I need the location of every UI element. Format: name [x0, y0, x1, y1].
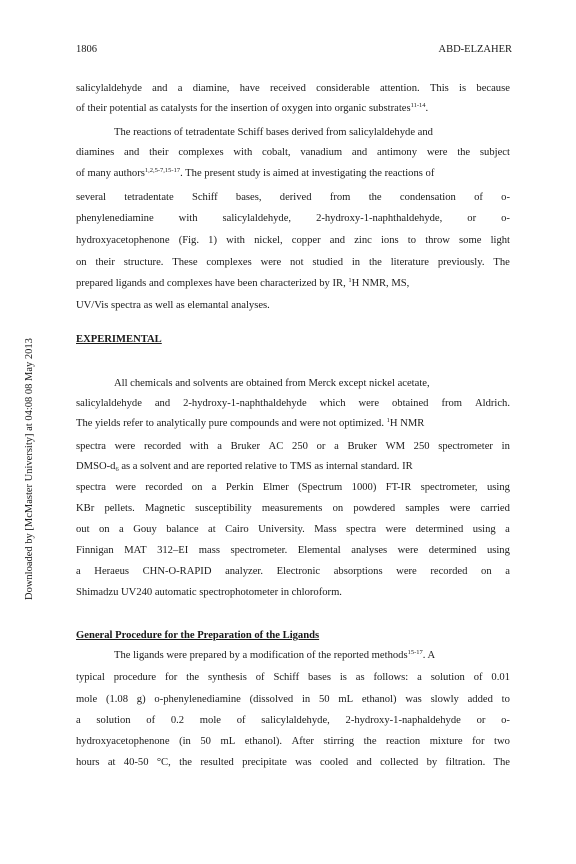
word: copper — [291, 235, 321, 246]
word: ions — [380, 235, 399, 246]
citation-superscript: 1 — [348, 277, 352, 284]
word: CHN-O-RAPID — [142, 566, 212, 577]
word: Gouy — [133, 524, 157, 535]
text-line — [76, 503, 510, 514]
word: These — [172, 257, 198, 268]
word: 2-hydroxy-1-naphthaldehyde, — [316, 213, 443, 224]
word: solution — [96, 715, 131, 726]
text-line — [76, 398, 510, 409]
word: using — [472, 524, 496, 535]
text-line — [76, 694, 510, 705]
section-heading — [76, 630, 319, 641]
word: a — [119, 524, 124, 535]
word: (dissolved — [249, 694, 294, 705]
word: spectra — [76, 441, 106, 452]
word: structure. — [123, 257, 164, 268]
word: were — [358, 398, 380, 409]
line-text-continued: as a solvent and are reported relative to TMS as internal standard. IR — [118, 461, 413, 472]
word: salicylaldehyde — [76, 83, 142, 94]
word: mass — [198, 545, 220, 556]
word: for — [472, 736, 485, 747]
running-author: ABD-ELZAHER — [438, 44, 512, 55]
word: KBr — [76, 503, 95, 514]
word: salicylaldehyde — [76, 398, 142, 409]
word: of — [236, 715, 246, 726]
text-line — [76, 192, 510, 203]
word: 50 — [318, 694, 330, 705]
word: from — [329, 192, 351, 203]
word: reaction — [386, 736, 421, 747]
word: derived — [279, 192, 312, 203]
text-line — [76, 168, 434, 179]
text-line — [76, 757, 510, 768]
word: on — [332, 503, 344, 514]
word: The — [493, 757, 510, 768]
word: Cairo — [225, 524, 249, 535]
word: attention. — [379, 83, 420, 94]
word: ethanol) — [361, 694, 397, 705]
word: to — [407, 235, 417, 246]
word: the — [179, 757, 193, 768]
word: light — [490, 235, 510, 246]
word: were — [260, 257, 282, 268]
word: Bruker — [230, 441, 260, 452]
word: subject — [479, 147, 510, 158]
text-line — [76, 672, 510, 683]
word: cobalt, — [262, 147, 291, 158]
word: the — [368, 257, 382, 268]
word: o- — [501, 715, 510, 726]
word: of — [474, 192, 483, 203]
word: or — [316, 441, 326, 452]
word: (Spectrum — [298, 482, 343, 493]
word: is — [459, 83, 467, 94]
word: University. — [258, 524, 305, 535]
word: zinc — [354, 235, 372, 246]
word: synthesis — [208, 672, 247, 683]
word: were — [449, 503, 471, 514]
word: (1.08 — [105, 694, 129, 705]
subscript: 6 — [115, 466, 119, 473]
word: 40-50 — [123, 757, 149, 768]
word: Finnigan — [76, 545, 114, 556]
word: a — [177, 83, 183, 94]
word: or — [467, 213, 477, 224]
word: cooled — [319, 757, 349, 768]
text-line — [76, 257, 510, 268]
word: were — [397, 545, 419, 556]
word: to — [501, 694, 510, 705]
text-line — [76, 300, 270, 311]
word: FT-IR — [385, 482, 412, 493]
word: follows: — [373, 672, 409, 683]
word: collected — [380, 757, 419, 768]
line-text-continued: H NMR — [389, 418, 425, 429]
word: Schiff — [273, 672, 300, 683]
word: and — [351, 147, 368, 158]
word: Heraeus — [94, 566, 130, 577]
word: tetradentate — [124, 192, 174, 203]
word: have — [239, 83, 260, 94]
citation-superscript: 11-14 — [410, 102, 426, 109]
word: on — [191, 482, 203, 493]
word: nickel, — [254, 235, 283, 246]
word: Elemental — [297, 545, 341, 556]
word: samples — [405, 503, 440, 514]
word: were — [426, 147, 448, 158]
word: After — [291, 736, 314, 747]
word: because — [476, 83, 510, 94]
word: the — [363, 736, 377, 747]
word: with — [226, 235, 245, 246]
word: complexes — [206, 257, 252, 268]
word: with — [178, 213, 198, 224]
word: literature — [390, 257, 429, 268]
word: a — [417, 672, 422, 683]
word: is — [339, 672, 347, 683]
word: as — [355, 672, 365, 683]
word: mL — [338, 694, 354, 705]
word: 2-hydroxy-1-naphthaldehyde — [183, 398, 307, 409]
word: ethanol). — [244, 736, 283, 747]
word: 50 — [200, 736, 211, 747]
text-line — [76, 103, 428, 114]
word: balance — [166, 524, 199, 535]
word: of — [255, 672, 265, 683]
word: analyses — [351, 545, 388, 556]
word: analyzer. — [225, 566, 263, 577]
word: at — [208, 524, 216, 535]
word: was — [295, 757, 312, 768]
word: from — [441, 398, 463, 409]
word: o- — [501, 192, 510, 203]
word: diamines — [76, 147, 115, 158]
text-line — [76, 461, 413, 472]
section-heading — [76, 334, 162, 345]
word: precipitate — [242, 757, 287, 768]
line-text-continued: H NMR, MS, — [351, 278, 410, 289]
word: filtration. — [445, 757, 486, 768]
word: 312–EI — [157, 545, 189, 556]
word: determined — [415, 524, 464, 535]
word: of — [473, 672, 483, 683]
word: obtained — [392, 398, 429, 409]
citation-superscript: 1 — [386, 417, 390, 424]
text-line — [76, 147, 510, 158]
word: a — [505, 566, 510, 577]
word: Bruker — [347, 441, 377, 452]
text-line — [114, 650, 435, 661]
word: powdered — [353, 503, 396, 514]
word: mixture — [429, 736, 463, 747]
word: condensation — [399, 192, 456, 203]
word: WM — [385, 441, 405, 452]
word: Perkin — [225, 482, 254, 493]
line-text: DMSO-d — [76, 461, 116, 472]
word: not — [290, 257, 304, 268]
word: slowly — [430, 694, 459, 705]
word: a — [76, 566, 81, 577]
word: a — [76, 715, 81, 726]
citation-superscript: 1,2,5-7,15-17 — [144, 167, 181, 174]
word: a — [505, 524, 510, 535]
word: a — [211, 482, 217, 493]
word: and — [356, 757, 372, 768]
word: were — [385, 524, 407, 535]
word: g) — [136, 694, 146, 705]
word: by — [426, 757, 438, 768]
word: Mass — [314, 524, 337, 535]
word: recorded — [143, 441, 181, 452]
word: were — [114, 441, 136, 452]
word: was — [405, 694, 422, 705]
text-line — [76, 566, 510, 577]
line-text: EXPERIMENTAL — [76, 334, 162, 345]
line-text: The ligands were prepared by a modification of the reported methods — [114, 650, 408, 661]
word: (Fig. — [178, 235, 199, 246]
word: phenylenediamine — [76, 213, 154, 224]
line-text: General Procedure for the Preparation of the Ligands — [76, 630, 320, 641]
text-line — [76, 235, 510, 246]
word: at — [107, 757, 116, 768]
word: a — [334, 441, 339, 452]
word: and — [152, 83, 168, 94]
word: This — [429, 83, 449, 94]
word: two — [494, 736, 510, 747]
word: previously. — [437, 257, 485, 268]
line-text: The reactions of tetradentate Schiff bases derived from salicylaldehyde and — [114, 127, 433, 138]
word: mole — [199, 715, 221, 726]
word: or — [476, 715, 486, 726]
text-line — [76, 83, 510, 94]
word: hours — [76, 757, 100, 768]
word: hydroxyacetophenone — [76, 736, 170, 747]
word: on — [481, 566, 492, 577]
word: the — [368, 192, 382, 203]
text-line — [76, 545, 510, 556]
text-line — [76, 524, 510, 535]
word: a — [217, 441, 222, 452]
word: salicylaldehyde, — [261, 715, 330, 726]
word: salicylaldehyde, — [222, 213, 292, 224]
word: using — [486, 482, 510, 493]
text-line — [76, 587, 342, 598]
text-line — [76, 441, 510, 452]
line-text: Shimadzu UV240 automatic spectrophotometer in chloroform. — [76, 587, 342, 598]
word: recorded — [430, 566, 468, 577]
word: and — [124, 147, 140, 158]
line-text-continued: . The present study is aimed at investigating the reactions of — [180, 168, 435, 179]
word: their — [149, 147, 169, 158]
word: carried — [480, 503, 510, 514]
word: 0.01 — [491, 672, 510, 683]
page-number: 1806 — [76, 44, 97, 55]
word: o-phenylenediamine — [154, 694, 241, 705]
word: were — [115, 482, 136, 493]
text-line — [76, 715, 510, 726]
word: of — [146, 715, 156, 726]
word: 0.2 — [170, 715, 185, 726]
text-line — [76, 482, 510, 493]
word: in — [501, 441, 510, 452]
word: studied — [312, 257, 343, 268]
word: hydroxyacetophenone — [76, 235, 170, 246]
word: were — [396, 566, 417, 577]
word: received — [270, 83, 306, 94]
word: 250 — [292, 441, 308, 452]
word: °C, — [156, 757, 171, 768]
word: determined — [428, 545, 477, 556]
word: spectrometer — [438, 441, 493, 452]
word: with — [189, 441, 209, 452]
word: and — [329, 235, 346, 246]
word: on — [76, 257, 87, 268]
download-note: Downloaded by [McMaster University] at 04:08 08 May 2013 — [24, 338, 35, 600]
word: considerable — [316, 83, 370, 94]
text-line — [76, 418, 424, 429]
word: complexes — [178, 147, 224, 158]
line-text: All chemicals and solvents are obtained from Merck except nickel acetate, — [114, 378, 430, 389]
word: o- — [501, 213, 510, 224]
line-text-continued: . A — [422, 650, 436, 661]
word: typical — [76, 672, 105, 683]
word: MAT — [124, 545, 147, 556]
word: bases — [308, 672, 331, 683]
word: mole — [76, 694, 98, 705]
line-text: of their potential as catalysts for the insertion of oxygen into organic substrates — [76, 103, 411, 114]
line-text-continued: . — [425, 103, 429, 114]
text-line — [114, 127, 433, 138]
word: with — [233, 147, 253, 158]
word: in — [351, 257, 361, 268]
word: out — [76, 524, 90, 535]
word: pellets. — [104, 503, 135, 514]
word: absorptions — [333, 566, 383, 577]
word: procedure — [113, 672, 157, 683]
word: and — [154, 398, 171, 409]
word: on — [99, 524, 110, 535]
text-line — [76, 213, 510, 224]
word: their — [95, 257, 115, 268]
line-text: of many authors — [76, 168, 145, 179]
word: solution — [430, 672, 465, 683]
word: mL — [220, 736, 236, 747]
word: 250 — [413, 441, 430, 452]
word: spectrometer. — [230, 545, 288, 556]
word: added — [467, 694, 493, 705]
word: susceptibility — [195, 503, 252, 514]
word: several — [76, 192, 106, 203]
word: some — [459, 235, 482, 246]
word: Elmer — [262, 482, 289, 493]
word: which — [319, 398, 346, 409]
word: 1000) — [351, 482, 377, 493]
word: Electronic — [276, 566, 321, 577]
word: resulted — [200, 757, 234, 768]
word: Aldrich. — [474, 398, 510, 409]
word: AC — [268, 441, 284, 452]
word: measurements — [261, 503, 323, 514]
word: bases, — [235, 192, 262, 203]
word: spectrometer, — [420, 482, 478, 493]
word: The — [493, 257, 510, 268]
word: Schiff — [191, 192, 218, 203]
word: using — [486, 545, 510, 556]
word: in — [301, 694, 311, 705]
word: throw — [425, 235, 450, 246]
word: 1) — [208, 235, 217, 246]
word: (in — [179, 736, 191, 747]
line-text: UV/Vis spectra as well as elemantal analyses. — [76, 300, 270, 311]
line-text: prepared ligands and complexes have been characterized by IR, — [76, 278, 349, 289]
word: the — [186, 672, 200, 683]
word: diamine, — [192, 83, 230, 94]
citation-superscript: 15-17 — [407, 649, 423, 656]
word: vanadium — [300, 147, 343, 158]
text-line — [76, 736, 510, 747]
word: antimony — [377, 147, 418, 158]
word: spectra — [76, 482, 106, 493]
word: spectra — [346, 524, 377, 535]
word: 2-hydroxy-1-naphaldehyde — [345, 715, 461, 726]
line-text: The yields refer to analytically pure compounds and were not optimized. — [76, 418, 387, 429]
word: recorded — [145, 482, 183, 493]
word: for — [164, 672, 178, 683]
word: the — [457, 147, 471, 158]
word: Magnetic — [144, 503, 185, 514]
text-line — [76, 278, 409, 289]
text-line — [114, 378, 430, 389]
word: stirring — [323, 736, 355, 747]
